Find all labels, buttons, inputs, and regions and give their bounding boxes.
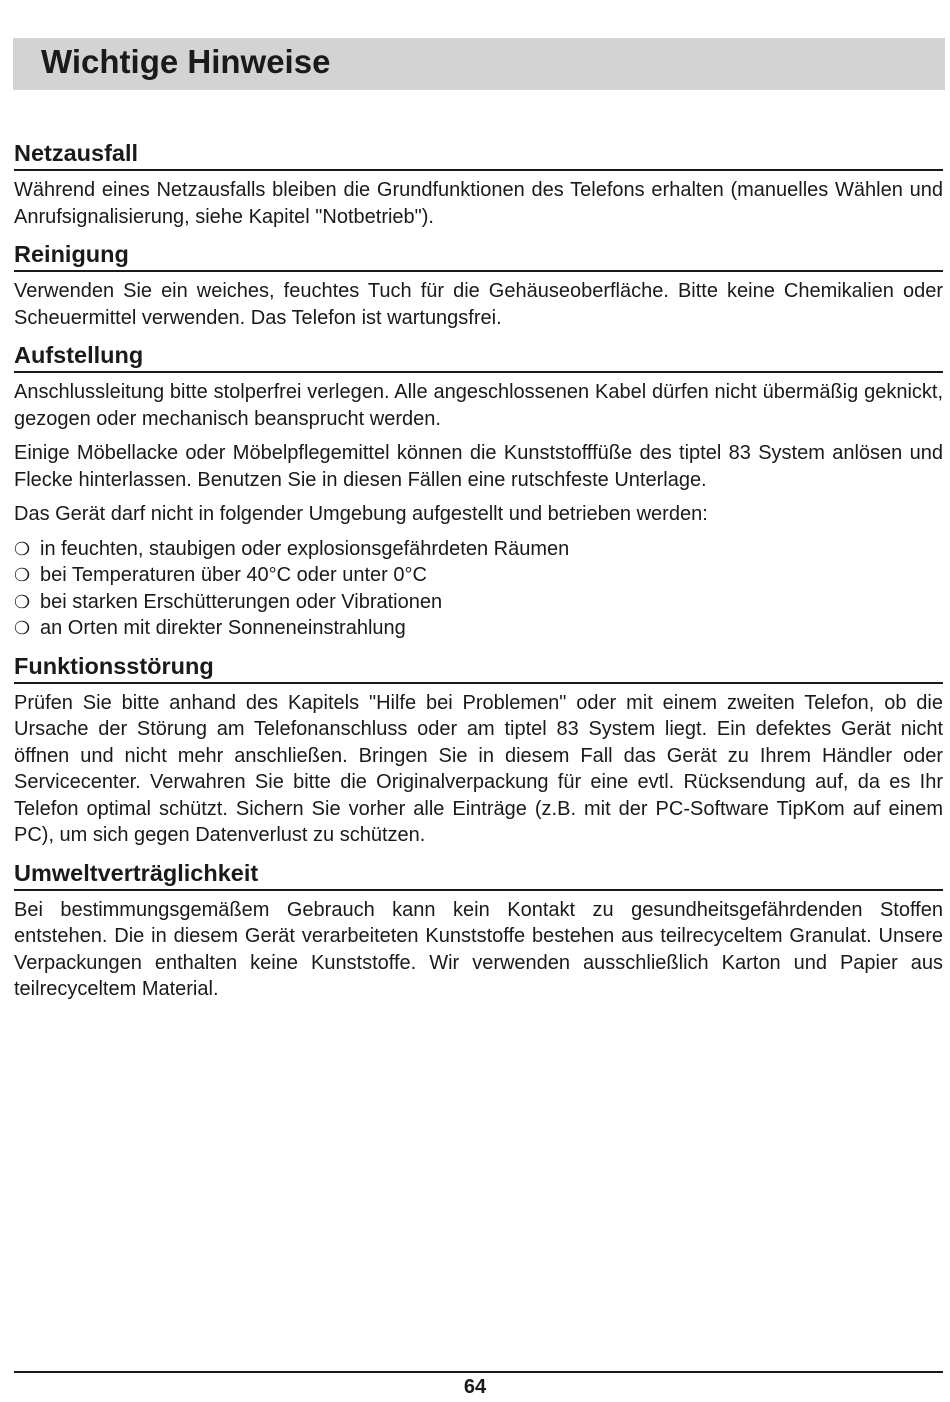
paragraph: Einige Möbellacke oder Möbelpflegemittel können die Kunststofffüße des tiptel 83 System anlösen und Flecke hinterlassen. Benutzen Sie in diesen Fällen eine rutschfeste Unterlage. bbox=[14, 442, 943, 491]
list-item bbox=[14, 589, 943, 616]
page-number: 64 bbox=[463, 1376, 487, 1398]
section-aufstellung bbox=[14, 339, 943, 642]
section-reinigung bbox=[14, 238, 943, 331]
section-heading: Netzausfall bbox=[14, 137, 943, 171]
paragraph: Das Gerät darf nicht in folgender Umgebung aufgestellt und betrieben werden: bbox=[14, 503, 708, 525]
content bbox=[14, 137, 943, 1011]
bullet-list bbox=[14, 536, 943, 642]
list-item bbox=[14, 615, 943, 642]
section-netzausfall bbox=[14, 137, 943, 230]
list-item bbox=[14, 536, 943, 563]
page-title-bar bbox=[13, 38, 945, 90]
list-item-text: bei starken Erschütterungen oder Vibrationen bbox=[40, 590, 443, 613]
list-item-text: bei Temperaturen über 40°C oder unter 0°C bbox=[40, 564, 427, 586]
list-item bbox=[14, 562, 943, 589]
section-funktionsstoerung bbox=[14, 650, 943, 849]
paragraph: Während eines Netzausfalls bleiben die Grundfunktionen des Telefons erhalten (manuelles Wählen und Anrufsignalisierung, siehe Kapitel "Notbetrieb"). bbox=[14, 179, 943, 228]
list-item-text: an Orten mit direkter Sonneneinstrahlung bbox=[40, 617, 406, 639]
footer-divider bbox=[14, 1371, 943, 1373]
circle-bullet-icon: ❍ bbox=[14, 538, 31, 559]
paragraph: Prüfen Sie bitte anhand des Kapitels "Hilfe bei Problemen" oder mit einem zweiten Telefon, ob die Ursache der Störung am Telefonanschluss oder am tiptel 83 System liegt. Ein defektes Gerät nicht öffnen und nicht mehr anschließen. Bringen Sie in diesem Fall das Gerät zu Ihrem Händler oder Servicecenter. Verwahren Sie bitte die Originalverpackung für eine evtl. Rücksendung auf, da es Ihr Telefon optimal schützt. Sichern Sie vorher alle Einträge (z.B. mit der PC-Software TipKom auf einem PC), um sich gegen Datenverlust zu schützen. bbox=[14, 691, 943, 846]
circle-bullet-icon: ❍ bbox=[14, 618, 31, 638]
section-heading: Umweltverträglichkeit bbox=[14, 857, 943, 891]
section-heading: Reinigung bbox=[14, 238, 943, 272]
paragraph: Verwenden Sie ein weiches, feuchtes Tuch für die Gehäuseoberfläche. Bitte keine Chemikalien oder Scheuermittel verwenden. Das Telefon ist wartungsfrei. bbox=[14, 280, 943, 329]
paragraph: Anschlussleitung bitte stolperfrei verlegen. Alle angeschlossenen Kabel dürfen nicht übermäßig geknickt, gezogen oder mechanisch beansprucht werden. bbox=[14, 381, 943, 430]
section-umweltvertraeglichkeit bbox=[14, 857, 943, 1003]
paragraph: Bei bestimmungsgemäßem Gebrauch kann kein Kontakt zu gesundheitsgefährdenden Stoffen entstehen. Die in diesem Gerät verarbeiteten Kunststoffe bestehen aus teilrecyceltem Granulat. Unsere Verpackungen enthalten keine Kunststoffe. Wir verwenden ausschließlich Karton und Papier aus teilrecyceltem Material. bbox=[14, 898, 943, 1000]
section-heading: Funktionsstörung bbox=[14, 650, 943, 684]
circle-bullet-icon: ❍ bbox=[14, 591, 31, 612]
circle-bullet-icon: ❍ bbox=[14, 565, 31, 585]
section-heading: Aufstellung bbox=[14, 339, 943, 373]
list-item-text: in feuchten, staubigen oder explosionsgefährdeten Räumen bbox=[40, 537, 570, 560]
page-title: Wichtige Hinweise bbox=[41, 43, 331, 80]
